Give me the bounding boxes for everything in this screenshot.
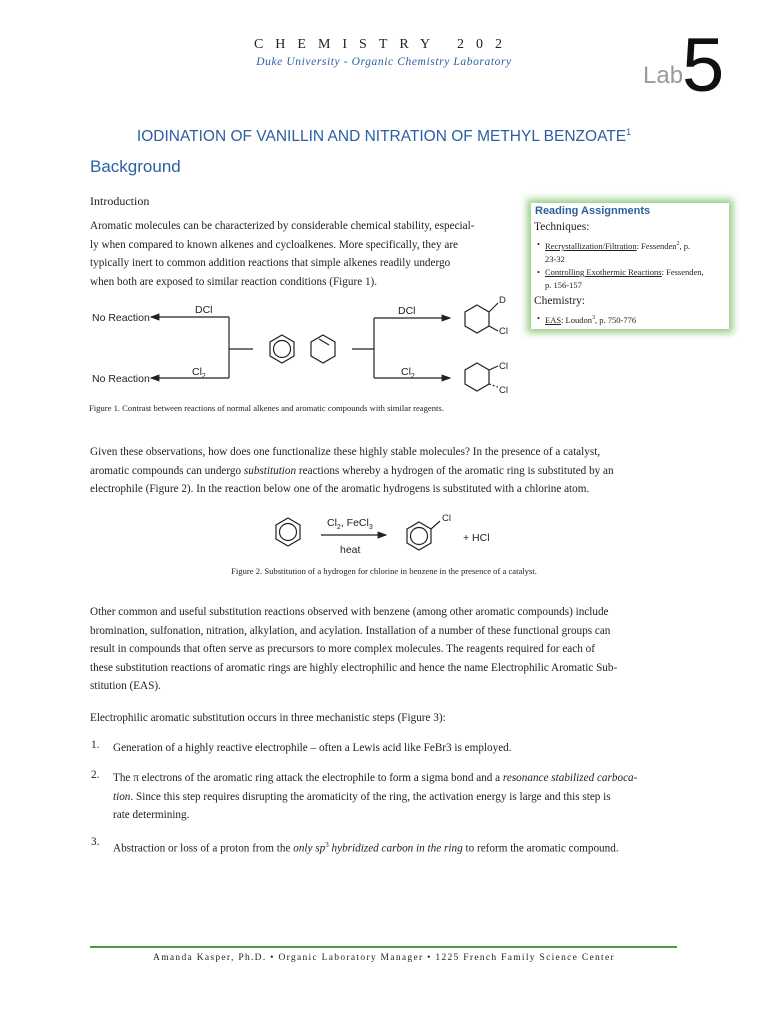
italic-term: substitution (243, 464, 297, 477)
reading-item (537, 238, 727, 266)
reading-item (537, 312, 727, 327)
reading-ref: , p. 750-776 (595, 314, 637, 325)
step-text (113, 769, 678, 825)
title-footnote: 1 (626, 127, 632, 137)
paragraph-4: Electrophilic aromatic substitution occurs in three mechanistic steps (Figure 3): (90, 712, 446, 724)
bullet-icon: • (537, 239, 540, 249)
paragraph-line: stitution (EAS). (90, 680, 161, 693)
footer-text: Amanda Kasper, Ph.D. • Organic Laboratory Manager • 1225 French Family Science Center (153, 953, 615, 963)
text-run: Abstraction or loss of a proton from the (113, 842, 294, 855)
techniques-label: Techniques: (534, 221, 590, 233)
aromatic-circle (280, 524, 297, 541)
bullet-icon: • (537, 313, 540, 323)
atom-label: Cl (442, 513, 451, 524)
lab-label: Lab (643, 62, 684, 89)
italic-term: resonance stabilized carboca- (502, 772, 638, 784)
reading-ref: : Fessenden (636, 240, 677, 251)
no-reaction-label: No Reaction (92, 373, 150, 385)
text-run: . Since this step requires disrupting the aromaticity of the ring, the activation energy is large and this step is (130, 790, 611, 803)
step-text (113, 836, 678, 858)
subsection-heading: Introduction (90, 194, 150, 208)
reading-pages: p. 156-157 (545, 280, 582, 290)
university-line: Duke University - Organic Chemistry Laboratory (256, 56, 512, 68)
paragraph-line: electrophile (Figure 2). In the reaction below one of the aromatic hydrogens is substituted with a chlorine atom. (90, 483, 590, 496)
text-run: to reform the aromatic compound. (462, 842, 619, 855)
paragraph-3 (90, 603, 678, 696)
reagent-label: $Cl_2$ (401, 366, 415, 380)
italic-term: only sp (293, 842, 326, 855)
step-text: Generation of a highly reactive electrophile – often a Lewis acid like FeBr3 is employed. (113, 742, 512, 754)
reading-pages: 23-32 (545, 253, 565, 264)
intro-line: when both are exposed to similar reaction conditions (Figure 1). (90, 275, 378, 288)
italic-term: hybridized carbon in the ring (328, 842, 463, 855)
cyclohexane-product-icon (465, 305, 489, 333)
step-number: 3. (91, 836, 100, 848)
aromatic-circle (411, 528, 428, 545)
reading-ref: , p. (679, 240, 691, 251)
atom-label: Cl (499, 385, 508, 396)
reading-ref: : Loudon (561, 314, 592, 325)
reagent-label: DCl (195, 304, 213, 316)
step-line (113, 769, 678, 788)
intro-line: ly when compared to known alkenes and cycloalkenes. More specifically, they are (90, 238, 459, 251)
byproduct-label: + HCl (463, 532, 490, 544)
no-reaction-label: No Reaction (92, 312, 150, 324)
paragraph-line: these substitution reactions of aromatic rings are highly electrophilic and hence the name Electrophilic Aromatic Sub- (90, 661, 618, 674)
reading-footnote: 2 (676, 241, 680, 247)
condition-label: heat (340, 544, 361, 556)
double-bond (319, 339, 329, 345)
figure-2-caption: Figure 2. Substitution of a hydrogen for chlorine in benzene in the presence of a catalyst. (231, 566, 537, 576)
step-number: 2. (91, 769, 100, 781)
aromatic-circle (274, 341, 291, 358)
italic-term: tion (113, 790, 131, 803)
reading-link[interactable]: Recrystallization/Filtration (545, 240, 637, 251)
atom-label: Cl (499, 361, 508, 372)
intro-line: typically inert to common addition reactions that simple alkenes readily undergo (90, 257, 451, 270)
reading-link[interactable]: EAS (545, 314, 562, 325)
text-run: aromatic compounds can undergo (90, 464, 244, 477)
course-title: CHEMISTRY 202 (253, 37, 515, 52)
reading-footnote: 3 (592, 315, 595, 321)
section-heading: Background (90, 157, 181, 176)
figure-1-scheme (88, 290, 528, 400)
paragraph-2 (90, 443, 678, 499)
reagent-label: $Cl_2$ (192, 366, 206, 380)
paragraph-line: Given these observations, how does one functionalize these highly stable molecules? In the presence of a catalyst, (90, 446, 601, 458)
paragraph-line: Other common and useful substitution reactions observed with benzene (among other aromatic compounds) include (90, 606, 609, 618)
substituent-bond (489, 326, 498, 331)
substituent-bond (431, 521, 440, 529)
atom-label: D (499, 295, 506, 306)
document-title (0, 127, 768, 146)
intro-paragraph (90, 217, 520, 291)
chemistry-label: Chemistry: (534, 295, 586, 307)
figure-2-scheme (265, 508, 505, 560)
reagent-label: DCl (398, 305, 416, 317)
reading-link[interactable]: Controlling Exothermic Reactions (545, 267, 662, 277)
reading-item (537, 266, 727, 292)
text-run: The π electrons of the aromatic ring attack the electrophile to form a sigma bond and a (113, 772, 503, 784)
figure-1-caption: Figure 1. Contrast between reactions of normal alkenes and aromatic compounds with similar reagents. (89, 403, 444, 413)
intro-line: Aromatic molecules can be characterized by considerable chemical stability, especial- (90, 220, 475, 232)
superscript: 3 (325, 841, 329, 849)
substituent-bond (489, 303, 498, 312)
catalyst-label: $Cl_2$, FeCl$_3$ (327, 517, 373, 531)
lab-number: 5 (682, 23, 725, 108)
step-number: 1. (91, 739, 100, 751)
reading-assignments-heading: Reading Assignments (535, 205, 651, 217)
substituent-bond (489, 366, 498, 370)
hashed-bond (489, 384, 498, 387)
step-line (113, 788, 678, 807)
paragraph-line: result in compounds that often serve as precursors to more complex molecules. The reagents required for each of (90, 643, 595, 656)
dichloro-product-icon (465, 363, 489, 391)
title-text: IODINATION OF VANILLIN AND NITRATION OF METHYL BENZOATE (136, 128, 627, 146)
step-line: rate determining. (113, 809, 190, 822)
cyclohexene-ring-icon (311, 335, 335, 363)
paragraph-line: bromination, sulfonation, nitration, alkylation, and acylation. Installation of a number of these functional groups can (90, 624, 611, 637)
atom-label: Cl (499, 326, 508, 337)
text-run: reactions whereby a hydrogen of the aromatic ring is substituted by an (296, 464, 614, 477)
bullet-icon: • (537, 267, 540, 277)
reading-ref: : Fessenden, (661, 267, 704, 277)
paragraph-line (90, 462, 678, 481)
footer-divider (90, 946, 677, 948)
